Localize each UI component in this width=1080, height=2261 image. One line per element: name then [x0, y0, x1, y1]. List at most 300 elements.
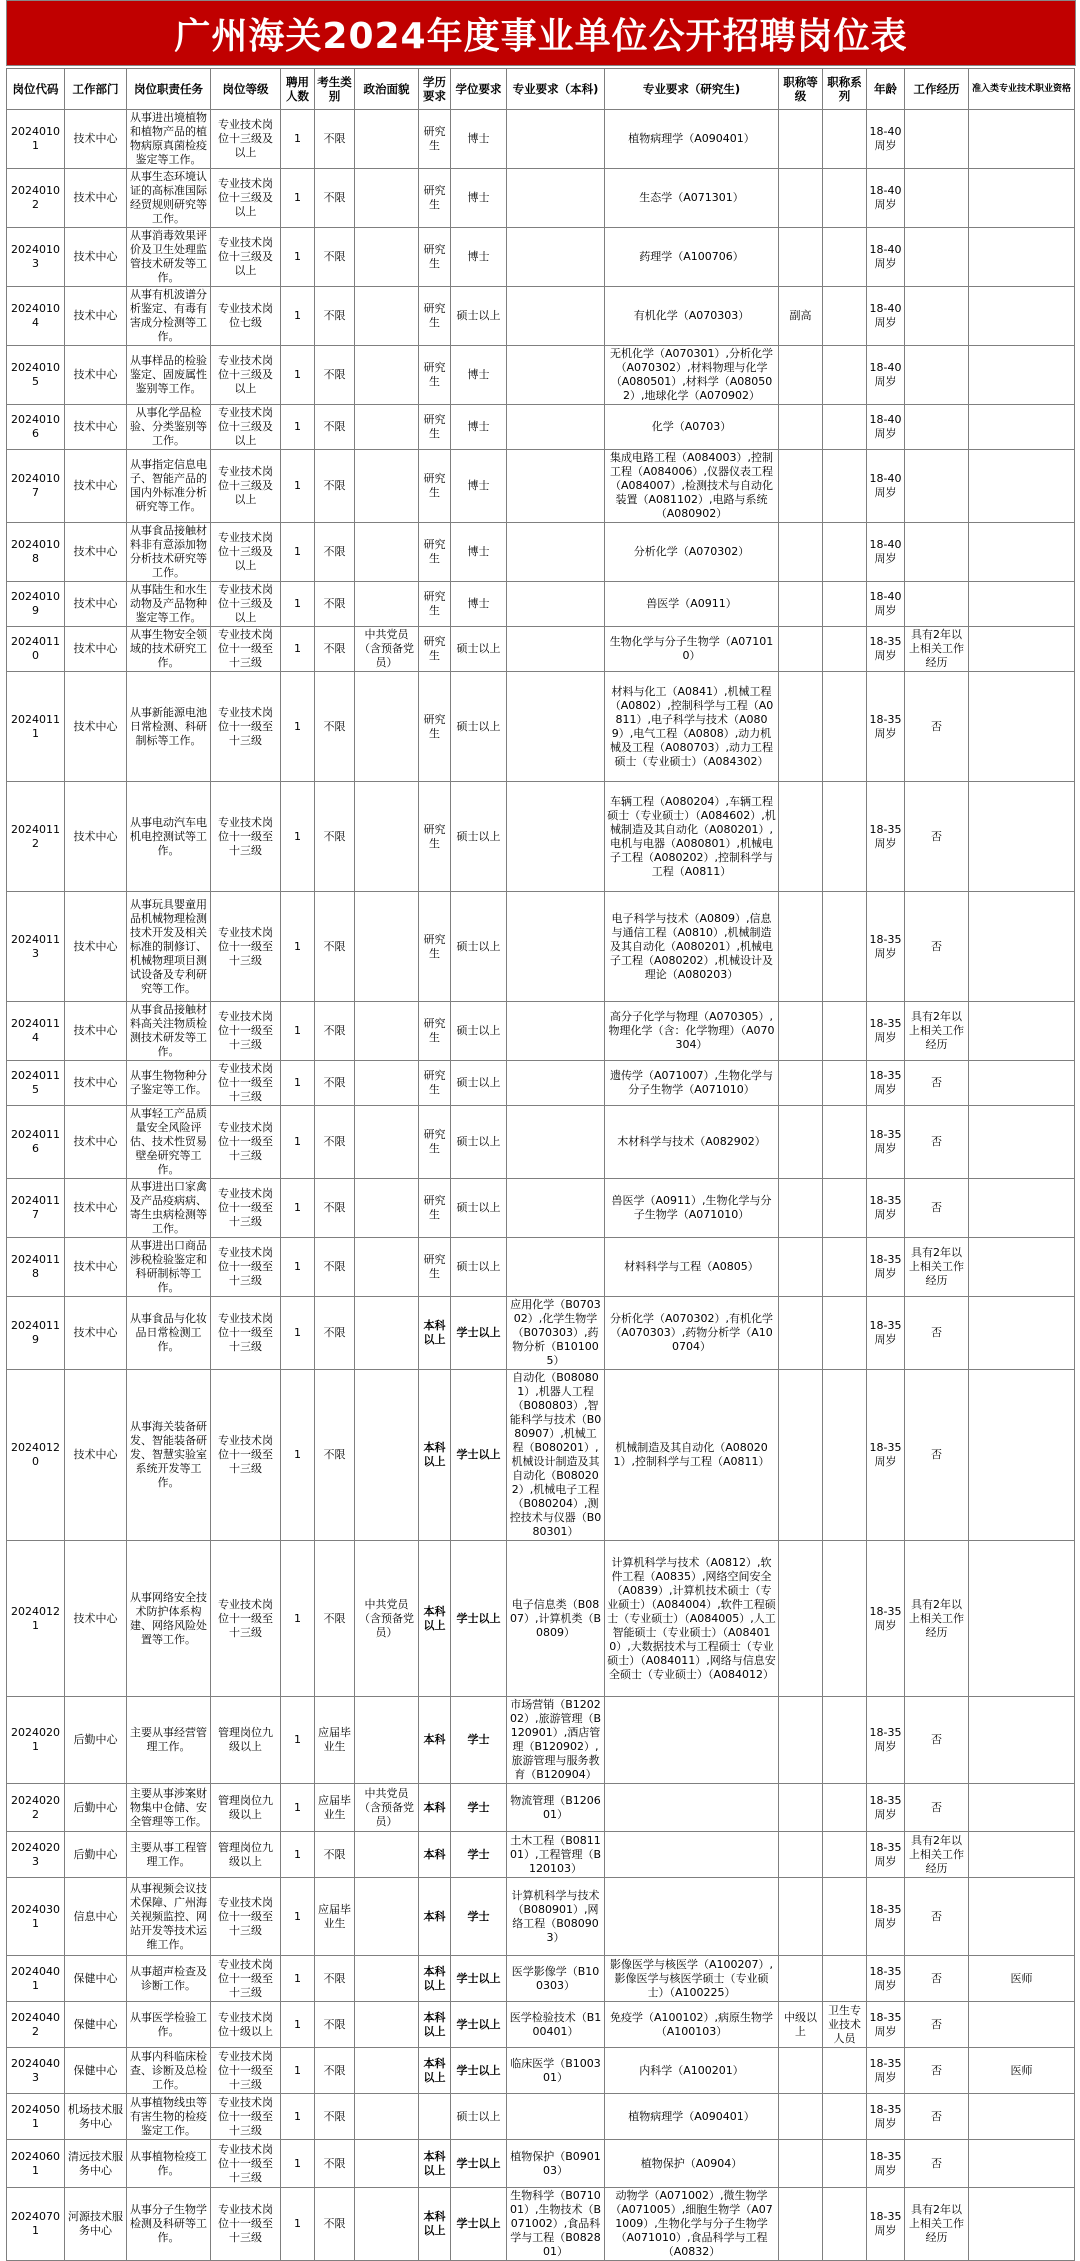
degree-cell: 博士 [451, 405, 507, 450]
headcount-cell: 1 [281, 2002, 315, 2048]
graduate-major-cell: 免疫学（A100102）,病原生物学（A100103） [605, 2002, 779, 2048]
political-status-cell [355, 2048, 419, 2094]
undergrad-major-cell [507, 523, 605, 582]
political-status-cell [355, 782, 419, 892]
candidate-type-cell: 不限 [315, 892, 355, 1002]
age-cell: 18-35周岁 [867, 1002, 905, 1061]
title-level-cell [779, 1541, 823, 1697]
duty-cell: 从事陆生和水生动物及产品物种鉴定等工作。 [127, 582, 211, 627]
department-cell: 技术中心 [65, 1106, 127, 1179]
undergrad-major-cell: 物流管理（B120601） [507, 1784, 605, 1832]
post-level-cell: 专业技术岗位十三级及以上 [211, 169, 281, 228]
undergrad-major-cell [507, 627, 605, 672]
work-experience-cell: 否 [905, 1061, 969, 1106]
title-series-cell [823, 1832, 867, 1878]
table-row [7, 110, 1075, 169]
qualification-cell [969, 1106, 1075, 1179]
work-experience-cell: 否 [905, 1106, 969, 1179]
degree-cell: 硕士以上 [451, 672, 507, 782]
qualification-cell [969, 346, 1075, 405]
candidate-type-cell: 不限 [315, 1297, 355, 1370]
undergrad-major-cell [507, 346, 605, 405]
post-level-cell: 专业技术岗位十三级及以上 [211, 228, 281, 287]
title-level-cell [779, 346, 823, 405]
title-series-cell [823, 1541, 867, 1697]
education-cell: 本科以上 [419, 1956, 451, 2002]
table-row [7, 450, 1075, 523]
candidate-type-cell: 不限 [315, 450, 355, 523]
post-level-cell: 专业技术岗位十三级及以上 [211, 582, 281, 627]
department-cell: 技术中心 [65, 582, 127, 627]
position-code-cell: 20240402 [7, 2002, 65, 2048]
candidate-type-cell: 不限 [315, 169, 355, 228]
age-cell: 18-35周岁 [867, 2188, 905, 2261]
table-row [7, 346, 1075, 405]
age-cell: 18-40周岁 [867, 228, 905, 287]
education-cell: 本科 [419, 1784, 451, 1832]
title-series-cell [823, 2094, 867, 2140]
duty-cell: 从事生态环境认证的高标准国际经贸规则研究等工作。 [127, 169, 211, 228]
duty-cell: 主要从事工程管理工作。 [127, 1832, 211, 1878]
position-code-cell: 20240104 [7, 287, 65, 346]
political-status-cell [355, 523, 419, 582]
position-code-cell: 20240109 [7, 582, 65, 627]
political-status-cell [355, 1106, 419, 1179]
education-cell: 研究生 [419, 1106, 451, 1179]
degree-cell: 硕士以上 [451, 1238, 507, 1297]
headcount-cell: 1 [281, 782, 315, 892]
headcount-cell: 1 [281, 287, 315, 346]
position-code-cell: 20240301 [7, 1878, 65, 1956]
position-code-cell: 20240116 [7, 1106, 65, 1179]
title-series-cell [823, 1697, 867, 1784]
age-cell: 18-40周岁 [867, 110, 905, 169]
graduate-major-cell: 内科学（A100201） [605, 2048, 779, 2094]
work-experience-cell: 否 [905, 1956, 969, 2002]
qualification-cell [969, 1179, 1075, 1238]
position-code-cell: 20240103 [7, 228, 65, 287]
political-status-cell [355, 110, 419, 169]
title-level-cell [779, 672, 823, 782]
qualification-cell [969, 1370, 1075, 1541]
candidate-type-cell: 不限 [315, 1002, 355, 1061]
department-cell: 河源技术服务中心 [65, 2188, 127, 2261]
work-experience-cell: 否 [905, 782, 969, 892]
title-level-cell [779, 1832, 823, 1878]
qualification-cell [969, 169, 1075, 228]
position-code-cell: 20240120 [7, 1370, 65, 1541]
education-cell: 研究生 [419, 228, 451, 287]
work-experience-cell: 否 [905, 672, 969, 782]
education-cell: 研究生 [419, 672, 451, 782]
duty-cell: 从事食品与化妆品日常检测工作。 [127, 1297, 211, 1370]
department-cell: 后勤中心 [65, 1832, 127, 1878]
position-code-cell: 20240108 [7, 523, 65, 582]
headcount-cell: 1 [281, 1179, 315, 1238]
title-series-cell [823, 405, 867, 450]
education-cell: 本科 [419, 1832, 451, 1878]
undergrad-major-cell [507, 450, 605, 523]
education-cell: 研究生 [419, 582, 451, 627]
candidate-type-cell: 不限 [315, 1956, 355, 2002]
undergrad-major-cell [507, 1002, 605, 1061]
undergrad-major-cell: 生物科学（B071001）,生物技术（B071002）,食品科学与工程（B082801） [507, 2188, 605, 2261]
table-row [7, 2002, 1075, 2048]
table-row [7, 582, 1075, 627]
political-status-cell [355, 1002, 419, 1061]
undergrad-major-cell [507, 228, 605, 287]
education-cell: 研究生 [419, 450, 451, 523]
position-code-cell: 20240118 [7, 1238, 65, 1297]
political-status-cell [355, 346, 419, 405]
header-cell: 专业要求（本科) [507, 69, 605, 110]
title-series-cell [823, 2140, 867, 2188]
title-series-cell [823, 287, 867, 346]
age-cell: 18-35周岁 [867, 2002, 905, 2048]
department-cell: 技术中心 [65, 287, 127, 346]
work-experience-cell: 具有2年以上相关工作经历 [905, 627, 969, 672]
post-level-cell: 专业技术岗位十一级至十三级 [211, 892, 281, 1002]
position-code-cell: 20240117 [7, 1179, 65, 1238]
post-level-cell: 专业技术岗位十一级至十三级 [211, 672, 281, 782]
duty-cell: 从事生物安全领域的技术研究工作。 [127, 627, 211, 672]
position-code-cell: 20240107 [7, 450, 65, 523]
candidate-type-cell: 应届毕业生 [315, 1878, 355, 1956]
qualification-cell [969, 1878, 1075, 1956]
work-experience-cell: 具有2年以上相关工作经历 [905, 2188, 969, 2261]
table-row [7, 405, 1075, 450]
qualification-cell [969, 110, 1075, 169]
education-cell: 研究生 [419, 287, 451, 346]
graduate-major-cell [605, 1784, 779, 1832]
table-row [7, 1832, 1075, 1878]
age-cell: 18-40周岁 [867, 346, 905, 405]
undergrad-major-cell [507, 1061, 605, 1106]
political-status-cell [355, 2188, 419, 2261]
age-cell: 18-40周岁 [867, 405, 905, 450]
work-experience-cell [905, 582, 969, 627]
table-row [7, 1238, 1075, 1297]
candidate-type-cell: 不限 [315, 672, 355, 782]
age-cell: 18-35周岁 [867, 782, 905, 892]
undergrad-major-cell: 医学影像学（B100303） [507, 1956, 605, 2002]
work-experience-cell: 否 [905, 2094, 969, 2140]
post-level-cell: 专业技术岗位十一级至十三级 [211, 2094, 281, 2140]
degree-cell: 硕士以上 [451, 782, 507, 892]
duty-cell: 从事分子生物学检测及科研等工作。 [127, 2188, 211, 2261]
qualification-cell [969, 287, 1075, 346]
graduate-major-cell [605, 1832, 779, 1878]
post-level-cell: 专业技术岗位十一级至十三级 [211, 1541, 281, 1697]
education-cell: 研究生 [419, 892, 451, 1002]
degree-cell: 硕士以上 [451, 627, 507, 672]
position-code-cell: 20240203 [7, 1832, 65, 1878]
education-cell: 本科以上 [419, 1297, 451, 1370]
work-experience-cell: 否 [905, 1878, 969, 1956]
work-experience-cell: 否 [905, 1784, 969, 1832]
title-series-cell [823, 2048, 867, 2094]
work-experience-cell [905, 287, 969, 346]
degree-cell: 硕士以上 [451, 2094, 507, 2140]
qualification-cell [969, 782, 1075, 892]
qualification-cell: 医师 [969, 2048, 1075, 2094]
political-status-cell [355, 1238, 419, 1297]
duty-cell: 从事视频会议技术保障、广州海关视频监控、网站开发等技术运维工作。 [127, 1878, 211, 1956]
degree-cell: 学士以上 [451, 2188, 507, 2261]
table-row [7, 782, 1075, 892]
age-cell: 18-35周岁 [867, 2094, 905, 2140]
post-level-cell: 专业技术岗位十一级至十三级 [211, 627, 281, 672]
post-level-cell: 专业技术岗位十一级至十三级 [211, 1297, 281, 1370]
headcount-cell: 1 [281, 346, 315, 405]
headcount-cell: 1 [281, 169, 315, 228]
duty-cell: 从事化学品检验、分类鉴别等工作。 [127, 405, 211, 450]
post-level-cell: 专业技术岗位十一级至十三级 [211, 2140, 281, 2188]
political-status-cell [355, 1878, 419, 1956]
headcount-cell: 1 [281, 1784, 315, 1832]
table-row [7, 228, 1075, 287]
undergrad-major-cell [507, 1238, 605, 1297]
duty-cell: 从事植物检疫工作。 [127, 2140, 211, 2188]
post-level-cell: 专业技术岗位十一级至十三级 [211, 1106, 281, 1179]
position-code-cell: 20240115 [7, 1061, 65, 1106]
headcount-cell: 1 [281, 1061, 315, 1106]
qualification-cell [969, 450, 1075, 523]
candidate-type-cell: 不限 [315, 627, 355, 672]
candidate-type-cell: 不限 [315, 228, 355, 287]
header-cell: 工作经历 [905, 69, 969, 110]
post-level-cell: 专业技术岗位十三级及以上 [211, 346, 281, 405]
graduate-major-cell: 兽医学（A0911）,生物化学与分子生物学（A071010） [605, 1179, 779, 1238]
degree-cell: 博士 [451, 169, 507, 228]
table-row [7, 1061, 1075, 1106]
department-cell: 技术中心 [65, 523, 127, 582]
title-level-cell [779, 1061, 823, 1106]
degree-cell: 硕士以上 [451, 1061, 507, 1106]
title-series-cell [823, 1370, 867, 1541]
age-cell: 18-35周岁 [867, 1956, 905, 2002]
work-experience-cell [905, 523, 969, 582]
political-status-cell [355, 892, 419, 1002]
graduate-major-cell: 植物保护（A0904） [605, 2140, 779, 2188]
degree-cell: 学士以上 [451, 2140, 507, 2188]
graduate-major-cell: 高分子化学与物理（A070305）,物理化学（含：化学物理）（A070304） [605, 1002, 779, 1061]
political-status-cell: 中共党员（含预备党员） [355, 627, 419, 672]
degree-cell: 博士 [451, 110, 507, 169]
political-status-cell [355, 2002, 419, 2048]
age-cell: 18-35周岁 [867, 1832, 905, 1878]
age-cell: 18-35周岁 [867, 1297, 905, 1370]
title-level-cell [779, 1784, 823, 1832]
work-experience-cell [905, 405, 969, 450]
duty-cell: 从事进出口商品涉税检验鉴定和科研制标等工作。 [127, 1238, 211, 1297]
headcount-cell: 1 [281, 405, 315, 450]
table-row [7, 523, 1075, 582]
age-cell: 18-40周岁 [867, 287, 905, 346]
title-level-cell [779, 1297, 823, 1370]
work-experience-cell: 否 [905, 892, 969, 1002]
qualification-cell [969, 1832, 1075, 1878]
position-code-cell: 20240110 [7, 627, 65, 672]
position-code-cell: 20240601 [7, 2140, 65, 2188]
position-code-cell: 20240102 [7, 169, 65, 228]
post-level-cell: 专业技术岗位十一级至十三级 [211, 782, 281, 892]
post-level-cell: 专业技术岗位七级 [211, 287, 281, 346]
undergrad-major-cell: 电子信息类（B0807）,计算机类（B0809） [507, 1541, 605, 1697]
header-cell: 学历要求 [419, 69, 451, 110]
undergrad-major-cell [507, 169, 605, 228]
headcount-cell: 1 [281, 1832, 315, 1878]
header-cell: 年龄 [867, 69, 905, 110]
header-cell: 考生类别 [315, 69, 355, 110]
degree-cell: 学士以上 [451, 1370, 507, 1541]
undergrad-major-cell [507, 110, 605, 169]
headcount-cell: 1 [281, 1106, 315, 1179]
title-series-cell [823, 1061, 867, 1106]
post-level-cell: 专业技术岗位十一级至十三级 [211, 1179, 281, 1238]
political-status-cell [355, 1697, 419, 1784]
work-experience-cell [905, 450, 969, 523]
title-level-cell [779, 782, 823, 892]
post-level-cell: 专业技术岗位十一级至十三级 [211, 2048, 281, 2094]
political-status-cell: 中共党员（含预备党员） [355, 1541, 419, 1697]
title-series-cell [823, 169, 867, 228]
title-level-cell [779, 1179, 823, 1238]
title-series-cell [823, 1238, 867, 1297]
degree-cell: 硕士以上 [451, 1002, 507, 1061]
graduate-major-cell: 生态学（A071301） [605, 169, 779, 228]
position-code-cell: 20240106 [7, 405, 65, 450]
table-row [7, 1106, 1075, 1179]
department-cell: 技术中心 [65, 1297, 127, 1370]
post-level-cell: 管理岗位九级以上 [211, 1832, 281, 1878]
degree-cell: 博士 [451, 228, 507, 287]
department-cell: 保健中心 [65, 2048, 127, 2094]
qualification-cell [969, 892, 1075, 1002]
graduate-major-cell: 材料与化工（A0841）,机械工程（A0802）,控制科学与工程（A0811）,电子科学与技术（A0809）,电气工程（A0808）,动力机械及工程（A080703）,动力工程硕士（专业硕士）（A084302） [605, 672, 779, 782]
title-level-cell [779, 405, 823, 450]
title-series-cell [823, 346, 867, 405]
work-experience-cell: 否 [905, 2048, 969, 2094]
department-cell: 技术中心 [65, 782, 127, 892]
education-cell: 本科以上 [419, 2002, 451, 2048]
work-experience-cell: 具有2年以上相关工作经历 [905, 1238, 969, 1297]
graduate-major-cell: 影像医学与核医学（A100207）,影像医学与核医学硕士（专业硕士）（A100225） [605, 1956, 779, 2002]
undergrad-major-cell [507, 1106, 605, 1179]
age-cell: 18-35周岁 [867, 1878, 905, 1956]
undergrad-major-cell: 土木工程（B081101）,工程管理（B120103） [507, 1832, 605, 1878]
post-level-cell: 专业技术岗位十三级及以上 [211, 110, 281, 169]
graduate-major-cell: 遗传学（A071007）,生物化学与分子生物学（A071010） [605, 1061, 779, 1106]
work-experience-cell: 否 [905, 2140, 969, 2188]
graduate-major-cell: 机械制造及其自动化（A080201）,控制科学与工程（A0811） [605, 1370, 779, 1541]
headcount-cell: 1 [281, 672, 315, 782]
header-cell: 职称系列 [823, 69, 867, 110]
political-status-cell [355, 1179, 419, 1238]
title-series-cell [823, 2188, 867, 2261]
qualification-cell [969, 2094, 1075, 2140]
title-series-cell [823, 1106, 867, 1179]
department-cell: 技术中心 [65, 110, 127, 169]
age-cell: 18-35周岁 [867, 1541, 905, 1697]
qualification-cell [969, 1297, 1075, 1370]
graduate-major-cell: 动物学（A071002）,微生物学（A071005）,细胞生物学（A071009）,生物化学与分子生物学（A071010）,食品科学与工程（A0832） [605, 2188, 779, 2261]
degree-cell: 学士 [451, 1878, 507, 1956]
age-cell: 18-35周岁 [867, 2140, 905, 2188]
qualification-cell: 医师 [969, 1956, 1075, 2002]
age-cell: 18-35周岁 [867, 892, 905, 1002]
department-cell: 技术中心 [65, 1002, 127, 1061]
duty-cell: 主要从事经营管理工作。 [127, 1697, 211, 1784]
graduate-major-cell: 集成电路工程（A084003）,控制工程（A084006）,仪器仪表工程（A084007）,检测技术与自动化装置（A081102）,电路与系统（A080902） [605, 450, 779, 523]
candidate-type-cell: 不限 [315, 1106, 355, 1179]
duty-cell: 从事食品接触材料高关注物质检测技术研发等工作。 [127, 1002, 211, 1061]
post-level-cell: 专业技术岗位十三级及以上 [211, 405, 281, 450]
education-cell: 研究生 [419, 1179, 451, 1238]
undergrad-major-cell [507, 1179, 605, 1238]
position-code-cell: 20240701 [7, 2188, 65, 2261]
title-level-cell [779, 582, 823, 627]
title-series-cell [823, 450, 867, 523]
duty-cell: 从事医学检验工作。 [127, 2002, 211, 2048]
education-cell: 研究生 [419, 1061, 451, 1106]
page-title: 广州海关2024年度事业单位公开招聘岗位表 [6, 0, 1076, 66]
education-cell: 研究生 [419, 169, 451, 228]
duty-cell: 主要从事涉案财物集中仓储、安全管理等工作。 [127, 1784, 211, 1832]
undergrad-major-cell [507, 672, 605, 782]
department-cell: 技术中心 [65, 1370, 127, 1541]
work-experience-cell [905, 110, 969, 169]
title-level-cell [779, 1106, 823, 1179]
graduate-major-cell: 有机化学（A070303） [605, 287, 779, 346]
duty-cell: 从事内科临床检查、诊断及总检工作。 [127, 2048, 211, 2094]
headcount-cell: 1 [281, 110, 315, 169]
headcount-cell: 1 [281, 1370, 315, 1541]
title-level-cell [779, 1697, 823, 1784]
position-code-cell: 20240403 [7, 2048, 65, 2094]
candidate-type-cell: 不限 [315, 2048, 355, 2094]
degree-cell: 学士 [451, 1784, 507, 1832]
position-code-cell: 20240501 [7, 2094, 65, 2140]
department-cell: 后勤中心 [65, 1784, 127, 1832]
education-cell [419, 2094, 451, 2140]
undergrad-major-cell [507, 405, 605, 450]
education-cell: 本科以上 [419, 2188, 451, 2261]
undergrad-major-cell [507, 892, 605, 1002]
duty-cell: 从事植物线虫等有害生物的检疫鉴定工作。 [127, 2094, 211, 2140]
degree-cell: 学士以上 [451, 1956, 507, 2002]
title-series-cell [823, 672, 867, 782]
qualification-cell [969, 2188, 1075, 2261]
undergrad-major-cell [507, 287, 605, 346]
title-series-cell [823, 1878, 867, 1956]
education-cell: 研究生 [419, 405, 451, 450]
education-cell: 本科 [419, 1878, 451, 1956]
candidate-type-cell: 不限 [315, 1541, 355, 1697]
title-level-cell [779, 169, 823, 228]
graduate-major-cell: 电子科学与技术（A0809）,信息与通信工程（A0810）,机械制造及其自动化（A080201）,机械电子工程（A080202）,机械设计及理论（A080203） [605, 892, 779, 1002]
post-level-cell: 专业技术岗位十一级至十三级 [211, 2188, 281, 2261]
graduate-major-cell [605, 1697, 779, 1784]
title-level-cell: 副高 [779, 287, 823, 346]
headcount-cell: 1 [281, 1297, 315, 1370]
education-cell: 本科 [419, 1697, 451, 1784]
title-series-cell [823, 1179, 867, 1238]
title-series-cell [823, 1784, 867, 1832]
age-cell: 18-40周岁 [867, 450, 905, 523]
duty-cell: 从事有机波谱分析鉴定、有毒有害成分检测等工作。 [127, 287, 211, 346]
qualification-cell [969, 1541, 1075, 1697]
